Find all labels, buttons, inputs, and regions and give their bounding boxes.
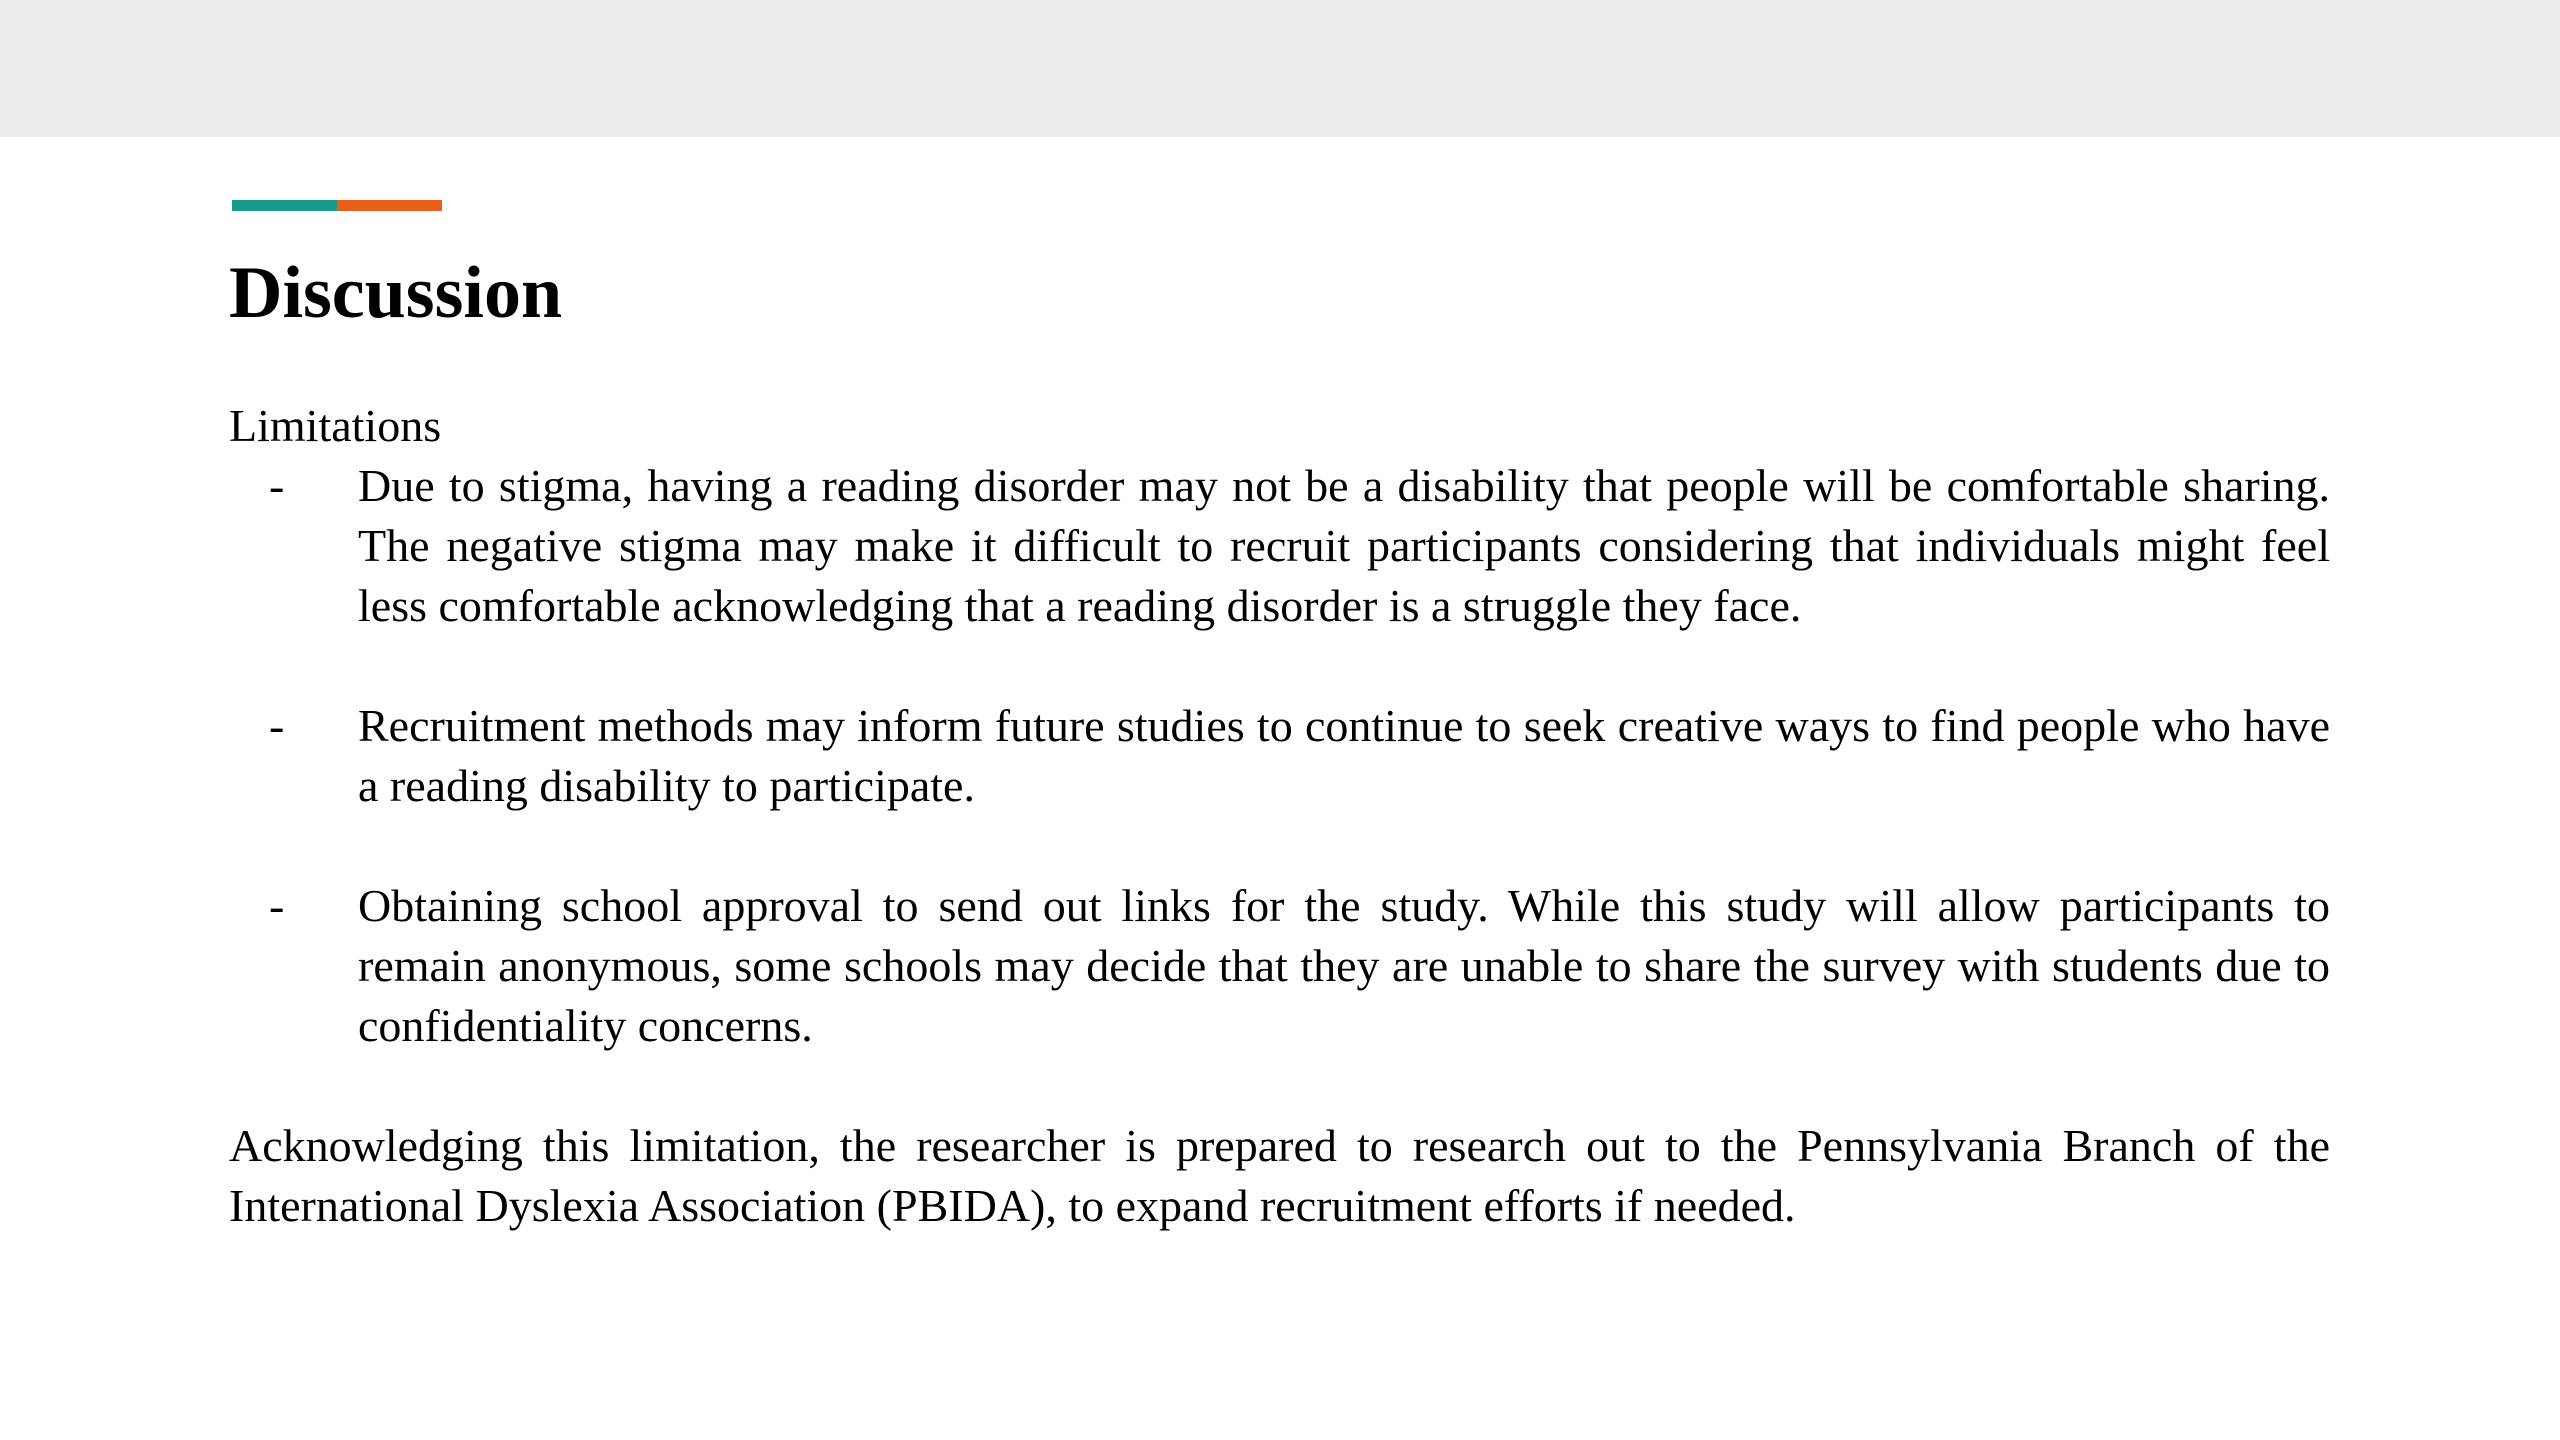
accent-line <box>232 200 442 211</box>
list-item <box>229 696 2330 816</box>
accent-line-orange <box>337 200 442 211</box>
bullet-text: Obtaining school approval to send out links for the study. While this study will allow participants to remain anonymous, some schools may decide that they are unable to share the survey with students due to confidentiality concerns. <box>358 880 2330 1051</box>
top-toolbar-area <box>0 0 2560 137</box>
bullet-text: Recruitment methods may inform future studies to continue to seek creative ways to find people who have a reading disability to participate. <box>358 700 2330 811</box>
bullet-marker: - <box>269 880 285 931</box>
bullet-marker: - <box>269 460 285 511</box>
list-item <box>229 876 2330 1056</box>
closing-paragraph: Acknowledging this limitation, the researcher is prepared to research out to the Pennsylvania Branch of the International Dyslexia Association (PBIDA), to expand recruitment efforts if needed. <box>229 1120 2330 1231</box>
limitations-list <box>229 456 2330 1056</box>
list-item <box>229 456 2330 636</box>
section-subheading: Limitations <box>229 400 442 451</box>
bullet-text: Due to stigma, having a reading disorder may not be a disability that people will be comfortable sharing. The negative stigma may make it difficult to recruit participants considering that individuals might feel less comfortable acknowledging that a reading disorder is a struggle they face. <box>358 460 2330 631</box>
slide-title: Discussion <box>229 252 563 334</box>
slide-body <box>229 396 2330 1236</box>
bullet-marker: - <box>269 700 285 751</box>
accent-line-teal <box>232 200 337 211</box>
